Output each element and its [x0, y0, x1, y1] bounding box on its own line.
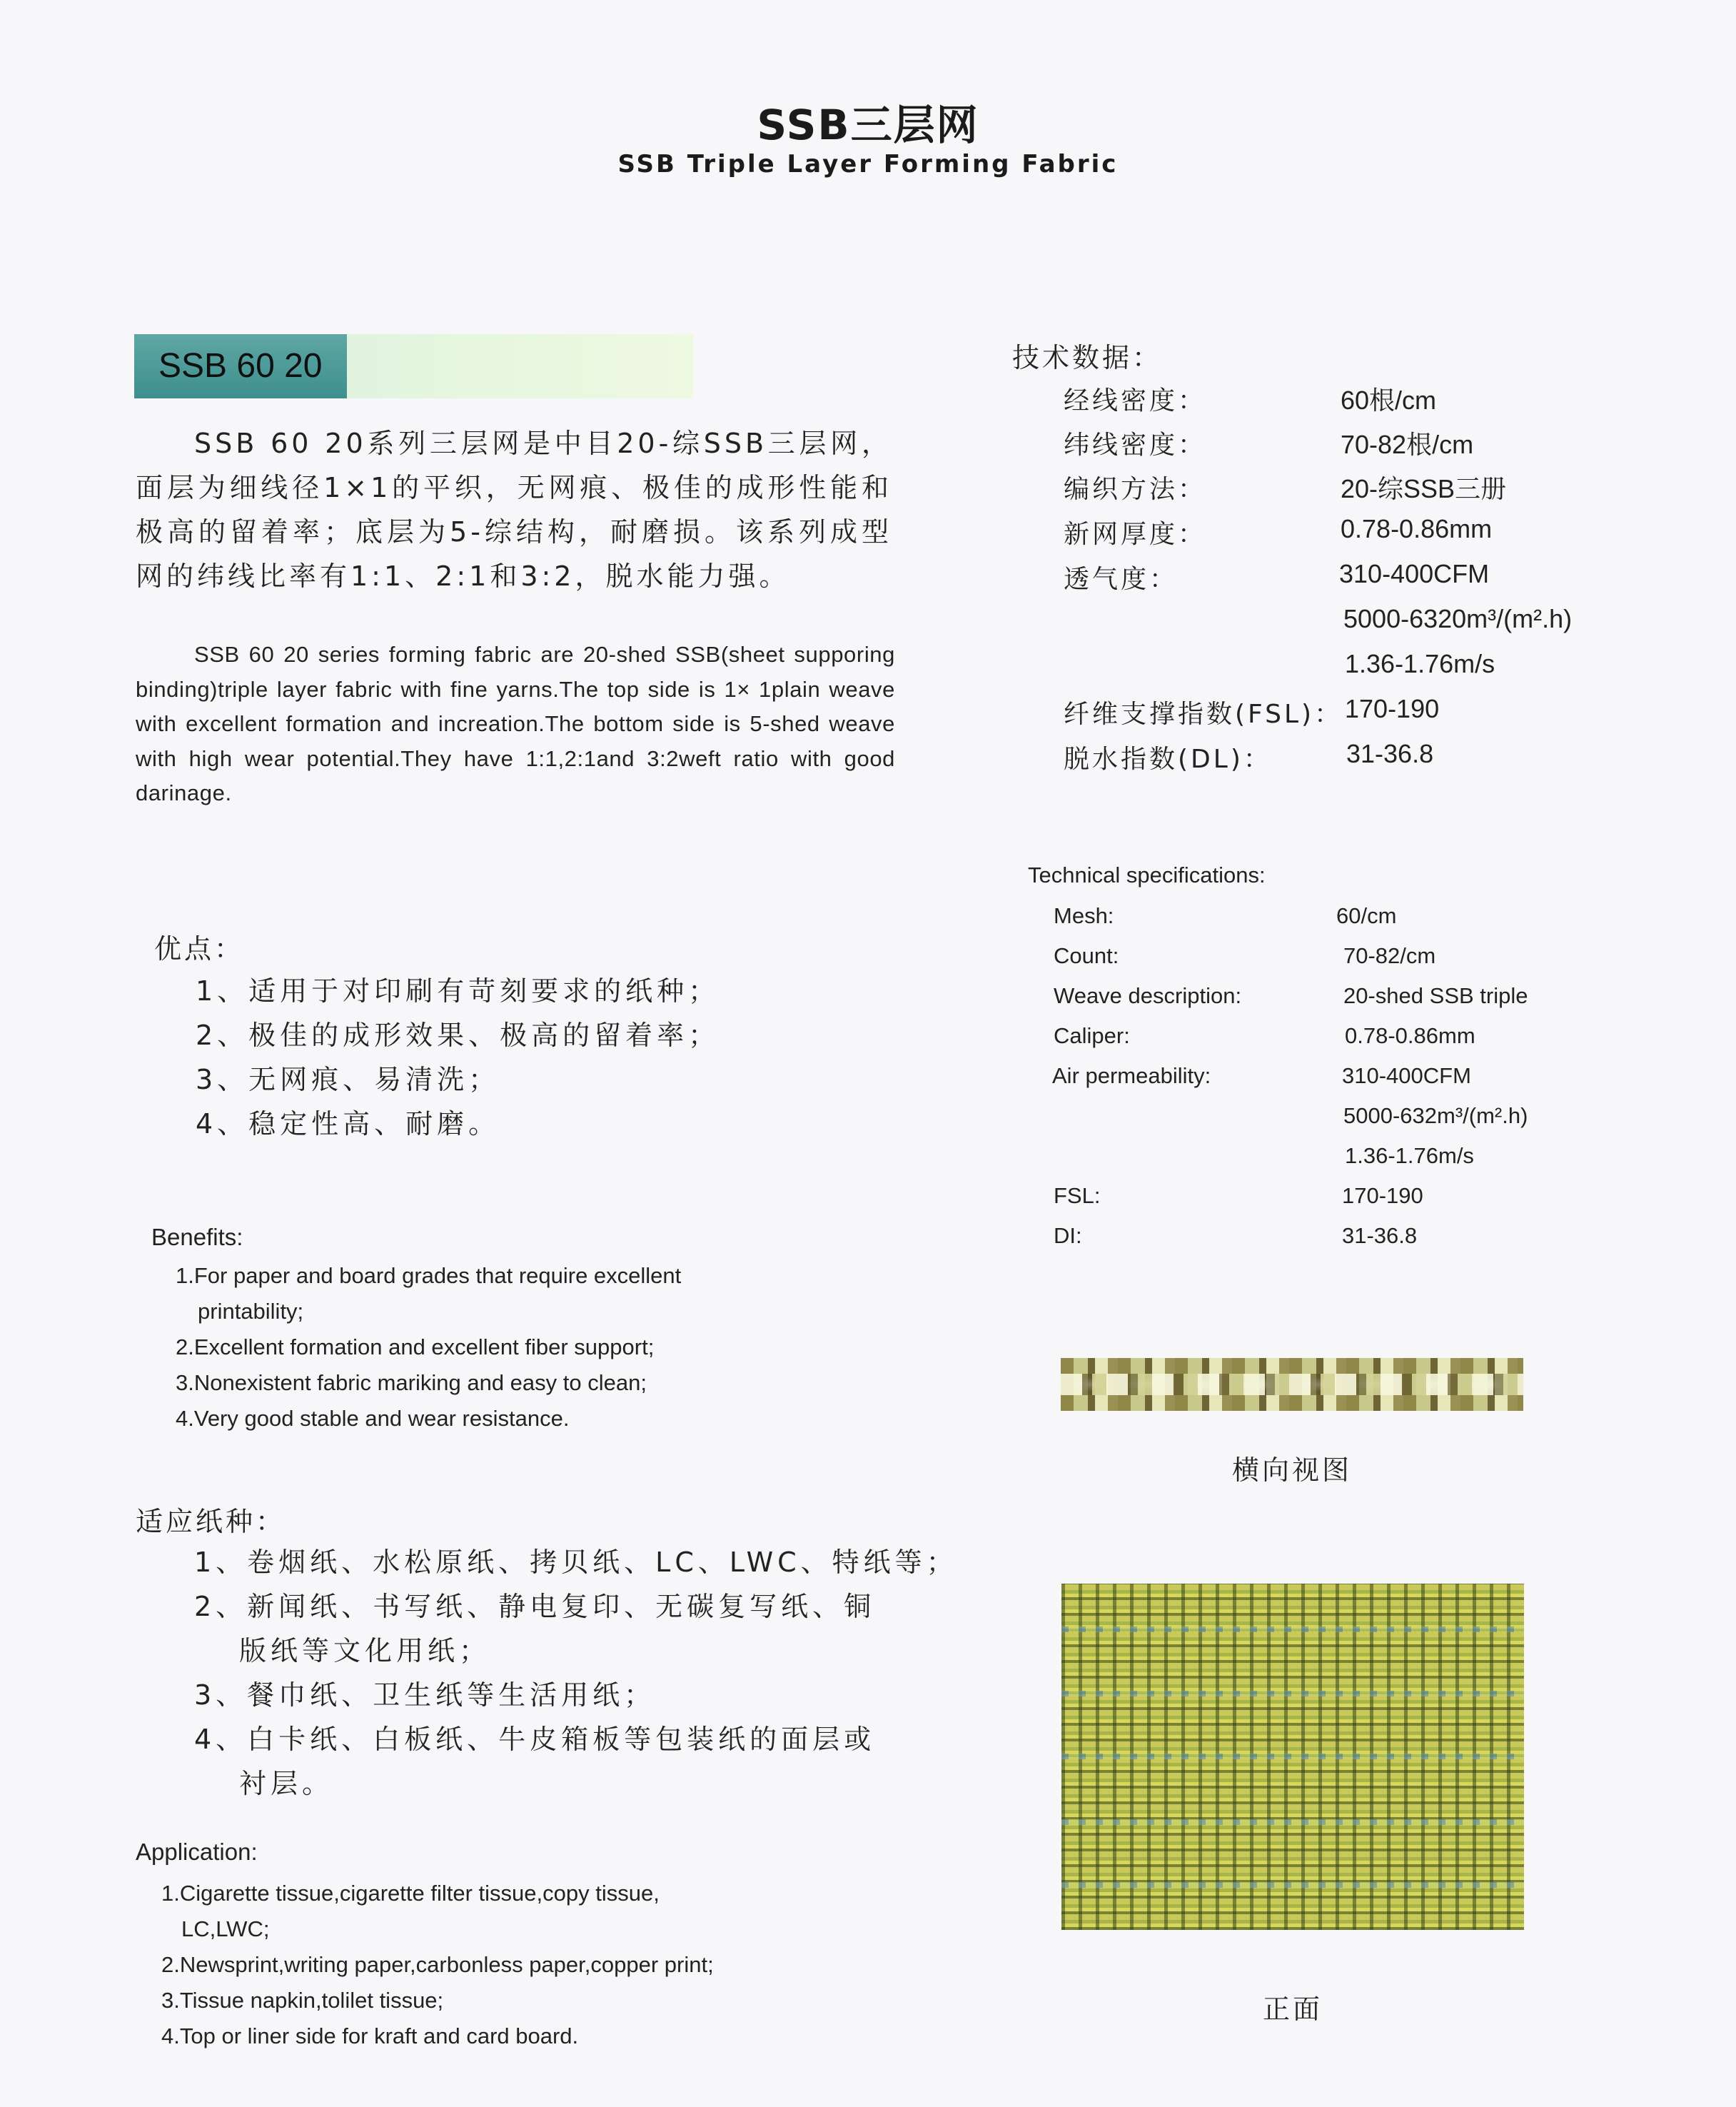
list-item: 3、餐巾纸、卫生纸等生活用纸； — [194, 1679, 656, 1711]
spec-label: 经线密度： — [1064, 386, 1207, 416]
spec-value: 170-190 — [1345, 694, 1440, 723]
spec-label: Caliper: — [1054, 1023, 1130, 1048]
model-label: SSB 60 20 — [134, 334, 347, 398]
fabric-stripe — [1061, 1626, 1524, 1632]
spec-value: 70-82/cm — [1343, 943, 1436, 968]
list-item: 2、极佳的成形效果、极高的留着率； — [196, 1020, 720, 1051]
fabric-stripe — [1061, 1691, 1524, 1696]
spec-value: 70-82根/cm — [1341, 430, 1474, 459]
spec-value: 31-36.8 — [1346, 739, 1434, 768]
spec-label: Weave description: — [1054, 983, 1242, 1008]
fabric-cross-section-yarn — [1061, 1374, 1523, 1395]
tech-cn-heading: 技术数据： — [1012, 342, 1163, 373]
intro-english-text: SSB 60 20 series forming fabric are 20-shed SSB(sheet supporing binding)triple layer fabric with fine yarns.The top side is 1× 1plain weave with excellent formation and increation.The bottom side is 5-shed weave with high wear potential.They have 1:1,2:1and 3:2weft ratio with good darinage. — [136, 642, 895, 805]
intro-chinese — [136, 421, 892, 598]
list-item: 4.Top or liner side for kraft and card board. — [161, 2023, 579, 2048]
list-item: 4.Very good stable and wear resistance. — [176, 1406, 570, 1431]
list-item: 4、白卡纸、白板纸、牛皮箱板等包装纸的面层或 — [194, 1724, 876, 1755]
benefits-heading: Benefits: — [151, 1224, 243, 1250]
spec-label: 纬线密度： — [1064, 431, 1207, 460]
list-item: 2.Excellent formation and excellent fiber support; — [176, 1334, 655, 1359]
fabric-stripe — [1061, 1882, 1524, 1888]
spec-value: 60/cm — [1336, 903, 1397, 928]
intro-english — [136, 638, 895, 811]
list-item: LC,LWC; — [181, 1916, 270, 1941]
list-item: 版纸等文化用纸； — [239, 1635, 491, 1666]
spec-value: 1.36-1.76m/s — [1345, 649, 1495, 678]
list-item: 2.Newsprint,writing paper,carbonless paper,copper print; — [161, 1952, 714, 1977]
list-item: 4、稳定性高、耐磨。 — [196, 1108, 500, 1140]
spec-label: DI: — [1054, 1223, 1082, 1248]
advantages-heading: 优点： — [154, 933, 245, 965]
spec-label: 纤维支撑指数(FSL)： — [1064, 700, 1343, 729]
application-heading: Application: — [136, 1839, 258, 1865]
list-item: 1、适用于对印刷有苛刻要求的纸种； — [196, 975, 720, 1007]
application-list — [161, 1876, 714, 2054]
page-subtitle: SSB Triple Layer Forming Fabric — [617, 150, 1119, 178]
list-item: 3.Nonexistent fabric mariking and easy to clean; — [176, 1370, 647, 1395]
spec-value: 310-400CFM — [1339, 559, 1490, 588]
spec-value: 310-400CFM — [1342, 1063, 1471, 1088]
spec-label: Count: — [1054, 943, 1119, 968]
paper-types-heading: 适应纸种： — [136, 1506, 286, 1537]
list-item: 3、无网痕、易清洗； — [196, 1064, 500, 1095]
advantages-list — [196, 969, 720, 1146]
front-caption: 正面 — [1262, 1993, 1323, 2025]
spec-value: 5000-632m³/(m².h) — [1343, 1103, 1528, 1128]
spec-value: 20-shed SSB triple — [1343, 983, 1528, 1008]
spec-value: 20-综SSB三册 — [1341, 474, 1507, 503]
fabric-stripe — [1061, 1754, 1524, 1759]
spec-value: 170-190 — [1342, 1183, 1423, 1208]
list-item: 1.For paper and board grades that require excellent — [176, 1263, 682, 1288]
spec-value: 1.36-1.76m/s — [1345, 1143, 1474, 1168]
spec-label: 脱水指数(DL)： — [1064, 745, 1272, 774]
fabric-cross-section-image — [1061, 1358, 1523, 1411]
fabric-front-image — [1061, 1584, 1524, 1930]
spec-label: 透气度： — [1064, 565, 1179, 594]
list-item: 1.Cigarette tissue,cigarette filter tissue,copy tissue, — [161, 1881, 660, 1906]
tech-en-heading: Technical specifications: — [1028, 863, 1266, 887]
fabric-stripe — [1061, 1819, 1524, 1825]
cross-section-caption: 横向视图 — [1231, 1454, 1352, 1486]
list-item: printability; — [198, 1299, 304, 1324]
intro-chinese-text: SSB 60 20系列三层网是中目20-综SSB三层网，面层为细线径1×1的平织，无网痕、极佳的成形性能和极高的留着率；底层为5-综结构，耐磨损。该系列成型网的纬线比率有1:1、2:1和3:2，脱水能力强。 — [136, 428, 892, 592]
spec-label: 编织方法： — [1064, 475, 1207, 504]
spec-label: FSL: — [1054, 1183, 1101, 1208]
spec-label: 新网厚度： — [1064, 520, 1207, 549]
spec-value: 31-36.8 — [1342, 1223, 1418, 1248]
spec-label: Mesh: — [1054, 903, 1114, 928]
spec-value: 0.78-0.86mm — [1341, 514, 1493, 543]
spec-value: 60根/cm — [1341, 386, 1437, 415]
list-item: 2、新闻纸、书写纸、静电复印、无碳复写纸、铜 — [194, 1591, 876, 1622]
list-item: 衬层。 — [239, 1768, 334, 1799]
list-item: 1、卷烟纸、水松原纸、拷贝纸、LC、LWC、特纸等； — [194, 1547, 958, 1578]
paper-types-list — [194, 1540, 958, 1806]
spec-value: 5000-6320m³/(m².h) — [1343, 604, 1573, 633]
list-item: 3.Tissue napkin,tolilet tissue; — [161, 1988, 444, 2013]
benefits-list — [176, 1258, 681, 1437]
page-title: SSB三层网 — [757, 101, 979, 149]
spec-label: Air permeability: — [1052, 1063, 1211, 1088]
spec-value: 0.78-0.86mm — [1345, 1023, 1475, 1048]
